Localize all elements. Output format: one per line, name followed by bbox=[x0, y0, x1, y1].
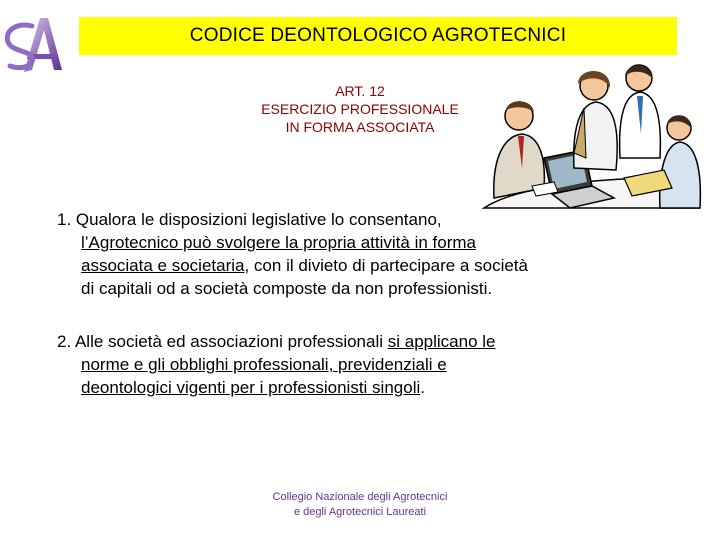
paragraph-2-line2: norme e gli obblighi professionali, previdenziali e bbox=[81, 355, 447, 374]
footer-line1: Collegio Nazionale degli Agrotecnici bbox=[272, 491, 448, 503]
paragraph-1-line2: l’Agrotecnico può svolgere la propria attività in forma bbox=[81, 233, 476, 252]
paragraph-2-line3-rest: . bbox=[420, 378, 425, 397]
title-bar bbox=[79, 17, 677, 55]
paragraph-1-line3 bbox=[57, 254, 657, 277]
paragraph-1 bbox=[57, 208, 657, 300]
paragraph-2-line1-underlined: si applicano le bbox=[387, 332, 496, 351]
business-team-laptop-icon bbox=[474, 58, 704, 218]
paragraph-2-line1-plain: 2. Alle società ed associazioni professionali bbox=[57, 332, 388, 351]
paragraph-2 bbox=[57, 330, 657, 399]
footer-line2: e degli Agrotecnici Laureati bbox=[293, 506, 427, 518]
paragraph-1-line1: 1. Qualora le disposizioni legislative lo consentano, bbox=[57, 210, 442, 229]
paragraph-2-line1 bbox=[57, 330, 657, 353]
article-number: ART. 12 bbox=[335, 83, 385, 99]
paragraph-1-line3-rest: , con il divieto di partecipare a società bbox=[244, 256, 528, 275]
paragraph-2-line3 bbox=[57, 376, 657, 399]
paragraph-2-line3-underlined: deontologici vigenti per i professionisti singoli bbox=[81, 378, 421, 397]
paragraph-1-line3-underlined: associata e societaria bbox=[81, 256, 245, 275]
agrotecnici-logo-icon bbox=[2, 12, 68, 74]
page-title: CODICE DEONTOLOGICO AGROTECNICI bbox=[189, 25, 567, 46]
article-heading-line2: IN FORMA ASSOCIATA bbox=[285, 119, 435, 135]
footer bbox=[240, 490, 480, 520]
paragraph-1-line4: di capitali od a società composte da non professionisti. bbox=[81, 279, 493, 298]
article-heading-line1: ESERCIZIO PROFESSIONALE bbox=[261, 101, 459, 117]
article-heading bbox=[230, 82, 490, 136]
